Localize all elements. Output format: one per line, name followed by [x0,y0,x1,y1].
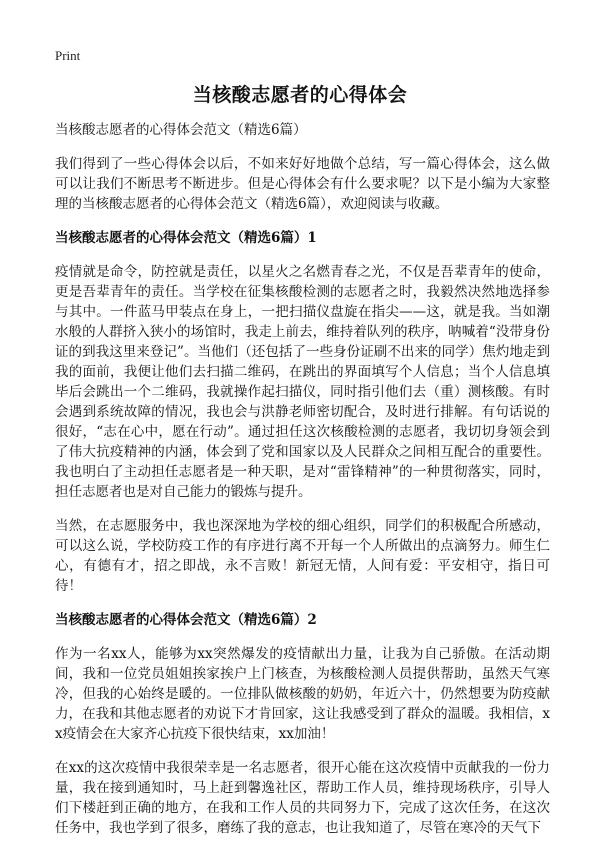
section-heading-1: 当核酸志愿者的心得体会范文（精选6篇）1 [55,230,317,246]
section-2-paragraph-2: 在xx的这次疫情中我很荣幸是一名志愿者，很开心能在这次疫情中贡献我的一份力量，我在接到通知时，马上赶到馨逸社区，帮助工作人员，维持现场秩序，引导人们下楼赶到正确的地方，在我和工作人员的共同努力下，完成了这次任务，在这次任务中，我也学到了很多，磨练了我的意志，也让我知道了，尽管在寒冷的天气下 [55,760,550,836]
section-2-paragraph-1: 作为一名xx人，能够为xx突然爆发的疫情献出力量，让我为自己骄傲。在活动期间，我和一位党员姐姐挨家挨户上门核查，为核酸检测人员提供帮助，虽然天气寒冷，但我的心始终是暖的。一位排队做核酸的奶奶，年近六十，仍然想要为防疫献力，在我和其他志愿者的劝说下才肯回家，这让我感受到了群众的温暖。我相信，xx疫情会在大家齐心抗疫下很快结束，xx加油！ [55,646,550,742]
page-title: 当核酸志愿者的心得体会 [192,84,408,106]
article-body [55,120,550,852]
intro-paragraph: 我们得到了一些心得体会以后，不如来好好地做个总结，写一篇心得体会，这么做可以让我们不断思考不断进步。但是心得体会有什么要求呢？以下是小编为大家整理的当核酸志愿者的心得体会范文（精选6篇），欢迎阅读与收藏。 [55,156,550,212]
article-subtitle: 当核酸志愿者的心得体会范文（精选6篇） [55,122,307,138]
section-heading-2: 当核酸志愿者的心得体会范文（精选6篇）2 [55,612,317,628]
print-link[interactable]: Print [55,48,81,63]
section-1-paragraph-2: 当然，在志愿服务中，我也深深地为学校的细心组织，同学们的积极配合所感动，可以这么说，学校防疫工作的有序进行离不开每一个人所做出的点滴努力。师生仁心，有德有才，招之即战，永不言败！新冠无情，人间有爱：平安相守，指日可待！ [55,518,550,594]
section-1-paragraph-1: 疫情就是命令，防控就是责任，以星火之名燃青春之光，不仅是吾辈青年的使命，更是吾辈青年的责任。当学校在征集核酸检测的志愿者之时，我毅然决然地选择参与其中。一件蓝马甲装点在身上，一把扫描仪盘旋在指尖——这，就是我。当如潮水般的人群挤入狭小的场馆时，我走上前去，维持着队列的秩序，呐喊着“没带身份证的到我这里来登记”。当他们（还包括了一些身份证刷不出来的同学）焦灼地走到我的面前，我便让他们去扫描二维码，在跳出的界面填写个人信息；当个人信息填毕后会跳出一个二维码，我就操作起扫描仪，同时指引他们去（重）测核酸。有时会遇到系统故障的情况，我也会与洪静老师密切配合，及时进行排解。有句话说的很好，“志在心中，愿在行动”。通过担任这次核酸检测的志愿者，我切切身领会到了伟大抗疫精神的内涵，体会到了党和国家以及人民群众之间相互配合的重要性。我也明白了主动担任志愿者是一种天职，是对“雷锋精神”的一种贯彻落实，同时，担任志愿者也是对自己能力的锻炼与提升。 [55,264,550,500]
